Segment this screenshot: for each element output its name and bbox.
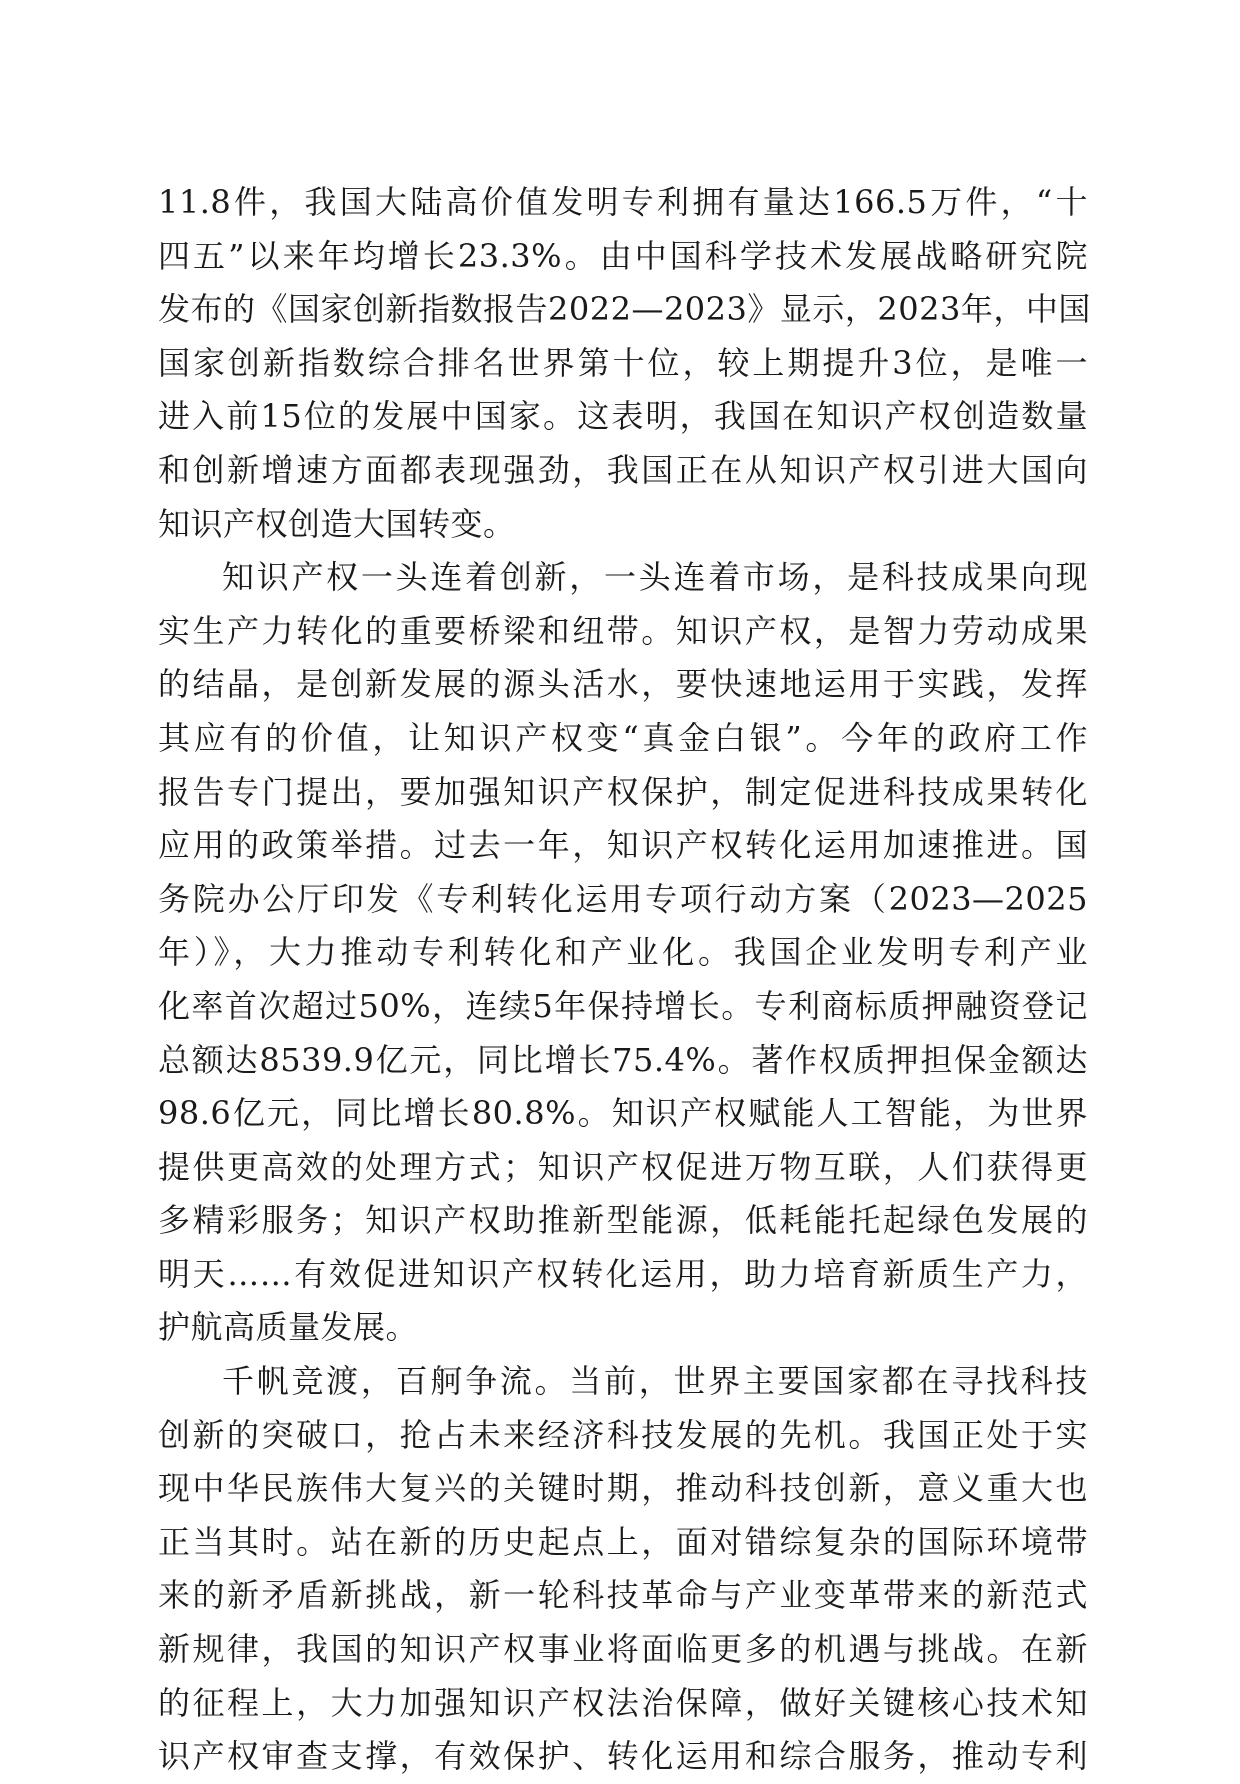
text-line: 明天……有效促进知识产权转化运用，助力培育新质生产力， (158, 1254, 1088, 1293)
text-line: 务院办公厅印发《专利转化运用专项行动方案（2023—2025 (158, 879, 1088, 918)
text-line: 和创新增速方面都表现强劲，我国正在从知识产权引进大国向 (158, 450, 1088, 489)
text-line: 的征程上，大力加强知识产权法治保障，做好关键核心技术知 (158, 1683, 1088, 1722)
text-line: 实生产力转化的重要桥梁和纽带。知识产权，是智力劳动成果 (158, 611, 1088, 650)
paragraph-3 (158, 1355, 1088, 1784)
text-line: 识产权审查支撑，有效保护、转化运用和综合服务，推动专利 (158, 1737, 1088, 1776)
text-line: 四五”以来年均增长23.3%。由中国科学技术发展战略研究院 (158, 236, 1088, 275)
text-line: 进入前15位的发展中国家。这表明，我国在知识产权创造数量 (158, 397, 1088, 436)
paragraph-1 (158, 176, 1091, 551)
text-line: 知识产权创造大国转变。 (158, 504, 516, 543)
text-line: 年）》，大力推动专利转化和产业化。我国企业发明专利产业 (158, 933, 1088, 972)
text-line: 护航高质量发展。 (158, 1308, 419, 1347)
text-line: 总额达8539.9亿元，同比增长75.4%。著作权质押担保金额达 (158, 1040, 1088, 1079)
text-line: 的结晶，是创新发展的源头活水，要快速地运用于实践，发挥 (158, 665, 1088, 704)
text-line: 现中华民族伟大复兴的关键时期，推动科技创新，意义重大也 (158, 1469, 1088, 1508)
text-line: 新规律，我国的知识产权事业将面临更多的机遇与挑战。在新 (158, 1630, 1088, 1669)
body-text (158, 176, 1091, 1784)
text-line: 98.6亿元，同比增长80.8%。知识产权赋能人工智能，为世界 (158, 1094, 1088, 1133)
text-line: 报告专门提出，要加强知识产权保护，制定促进科技成果转化 (158, 772, 1088, 811)
text-line: 知识产权一头连着创新，一头连着市场，是科技成果向现 (222, 558, 1088, 597)
text-line: 其应有的价值，让知识产权变“真金白银”。今年的政府工作 (158, 718, 1088, 757)
text-line: 创新的突破口，抢占未来经济科技发展的先机。我国正处于实 (158, 1415, 1088, 1454)
text-line: 来的新矛盾新挑战，新一轮科技革命与产业变革带来的新范式 (158, 1576, 1088, 1615)
text-line: 提供更高效的处理方式；知识产权促进万物互联，人们获得更 (158, 1147, 1088, 1186)
text-line: 正当其时。站在新的历史起点上，面对错综复杂的国际环境带 (158, 1522, 1088, 1561)
text-line: 11.8件，我国大陆高价值发明专利拥有量达166.5万件，“十 (158, 183, 1088, 221)
text-line: 发布的《国家创新指数报告2022—2023》显示，2023年，中国 (158, 290, 1091, 329)
text-line: 国家创新指数综合排名世界第十位，较上期提升3位，是唯一 (158, 343, 1088, 382)
paragraph-2 (158, 551, 1088, 1355)
text-line: 应用的政策举措。过去一年，知识产权转化运用加速推进。国 (158, 826, 1088, 865)
text-line: 多精彩服务；知识产权助推新型能源，低耗能托起绿色发展的 (158, 1201, 1088, 1240)
text-line: 千帆竞渡，百舸争流。当前，世界主要国家都在寻找科技 (222, 1362, 1088, 1401)
text-line: 化率首次超过50%，连续5年保持增长。专利商标质押融资登记 (158, 986, 1088, 1025)
